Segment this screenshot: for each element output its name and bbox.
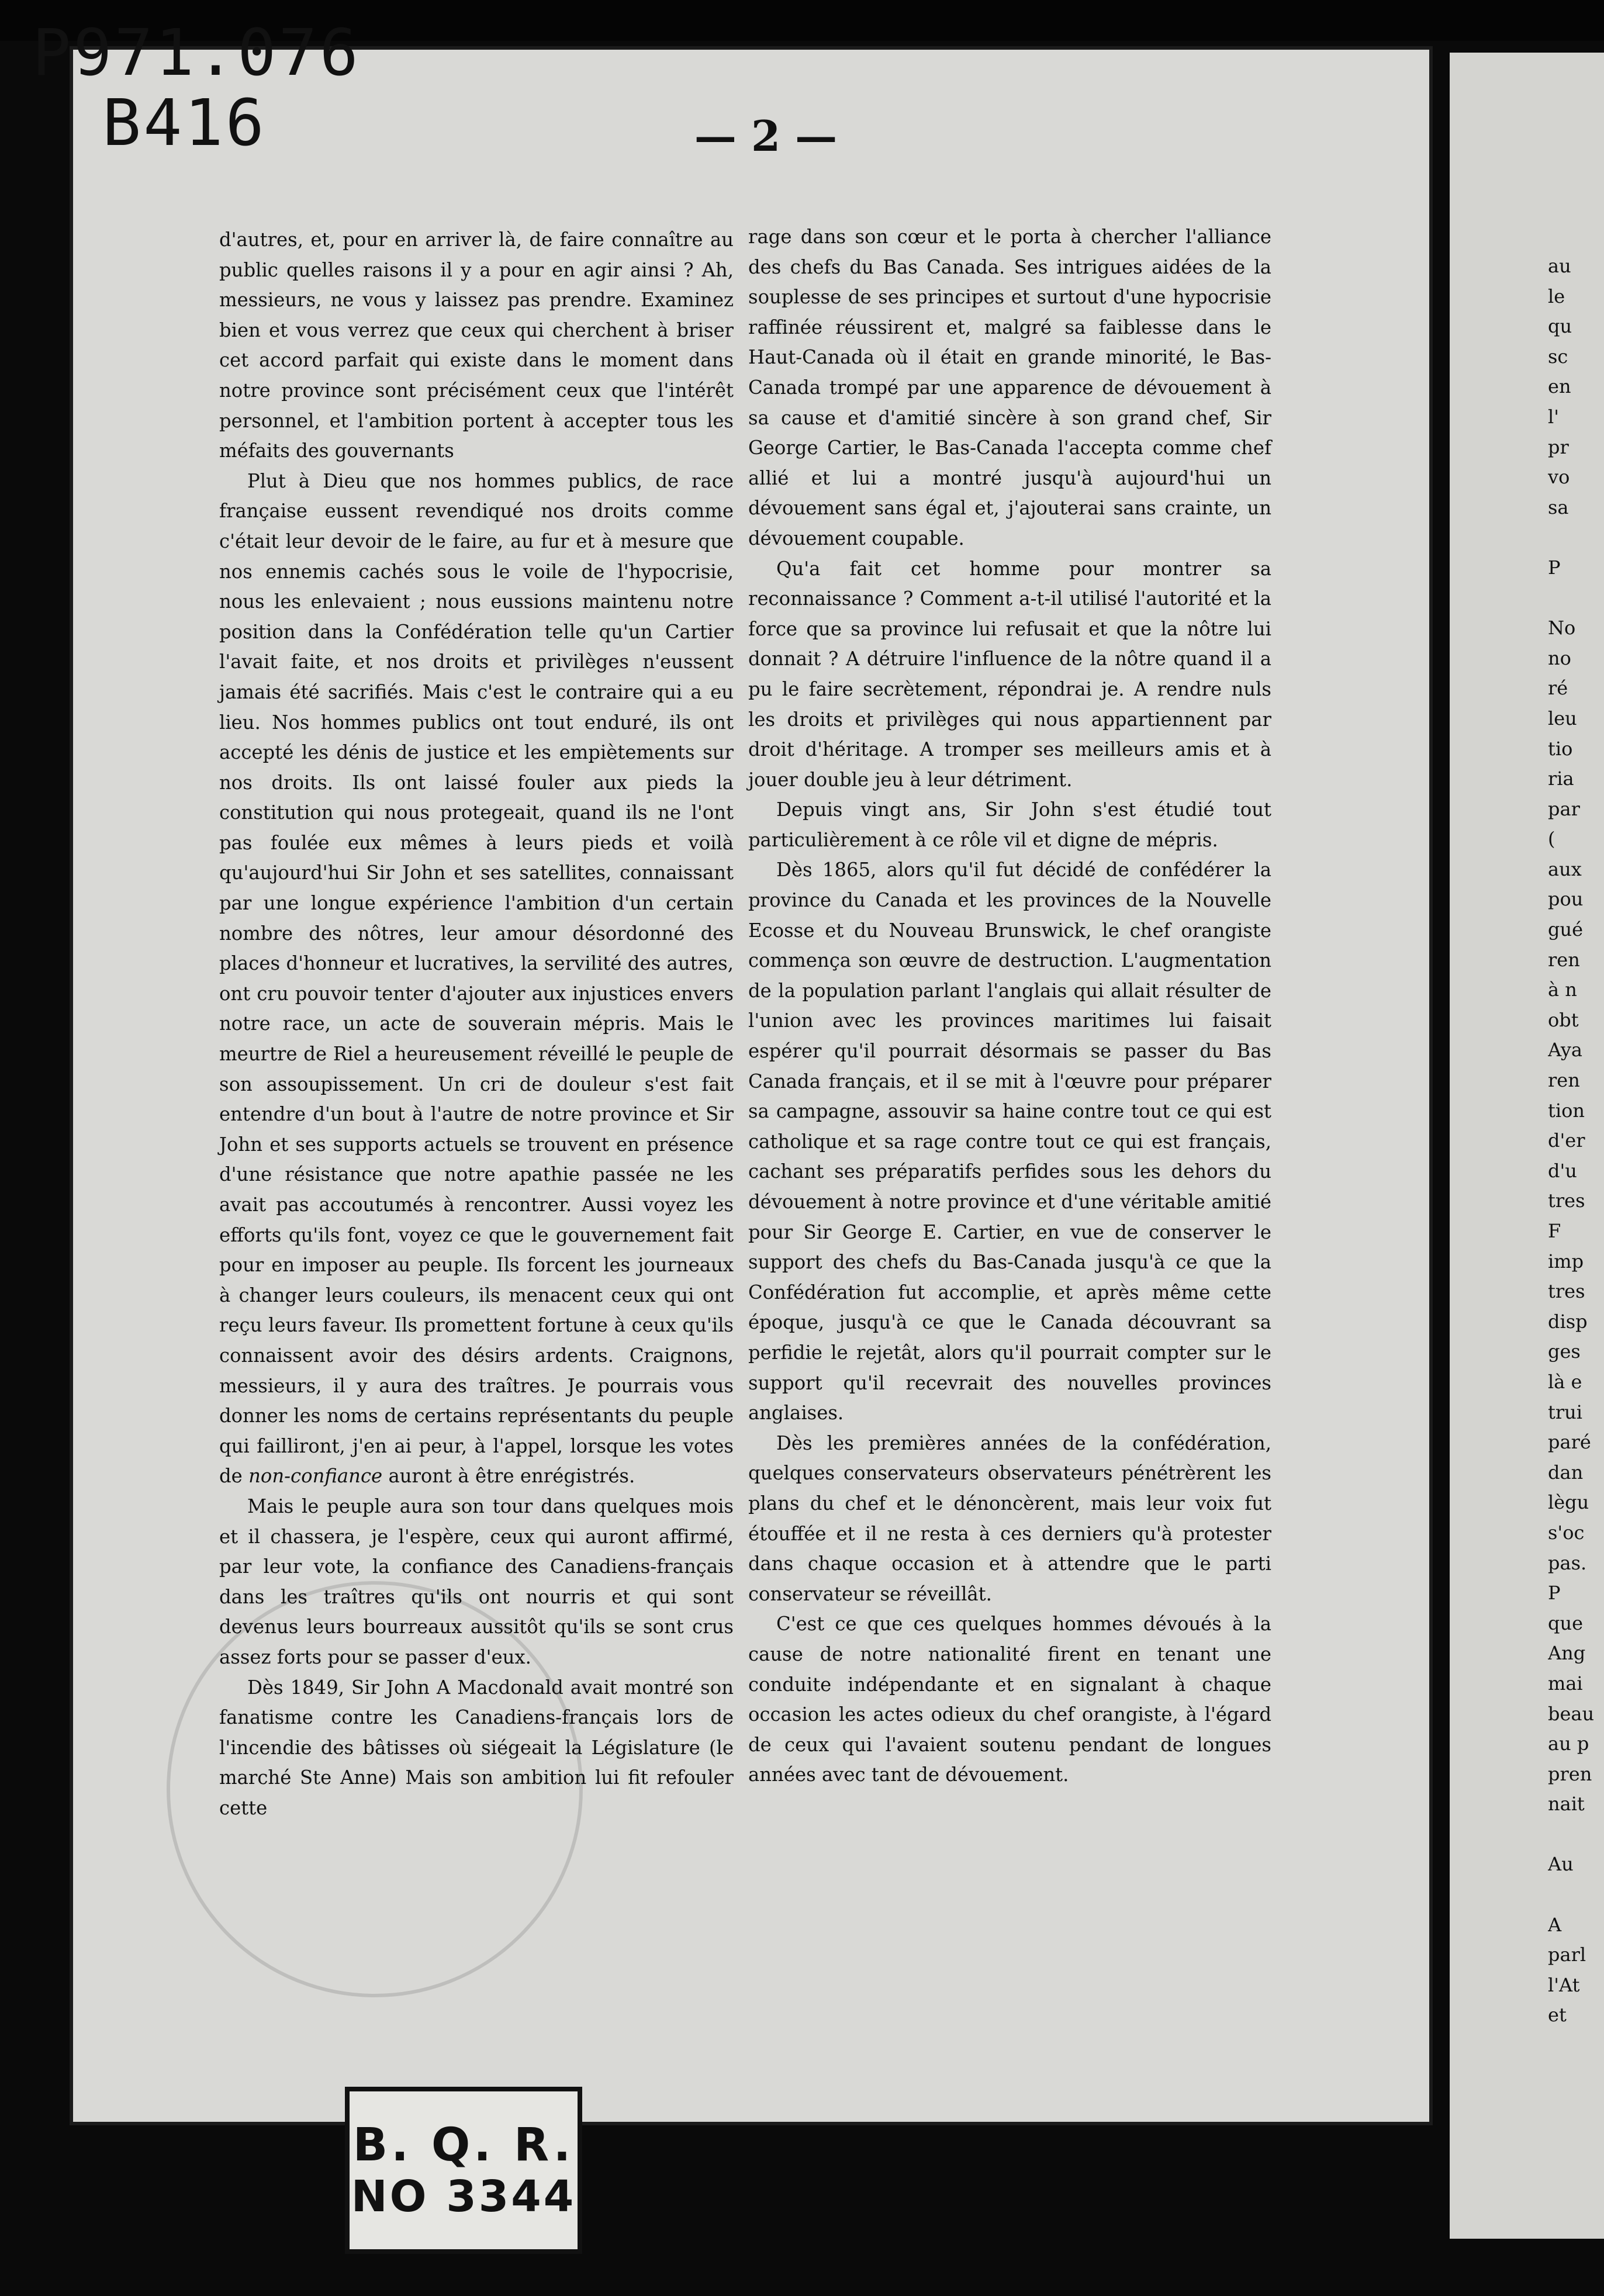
paragraph: Qu'a fait cet homme pour montrer sa reconnaissance ? Comment a-t-il utilisé l'autorité et la force que sa province lui refusait et que la nôtre lui donnait ? A détruire l'influence de la nôtre quand il a pu le faire secrètement, répondrai je. A rendre nuls les droits et privilèges qui nous appartiennent par droit d'héritage. A tromper ses meilleurs amis et à jouer double jeu à leur détriment. [748,557,1271,791]
edge-fragment: tres [1548,1280,1585,1303]
edge-fragment: ria [1548,767,1574,790]
edge-fragment: leu [1548,707,1577,729]
paragraph: Dès les premières années de la confédération, quelques conservateurs observateurs pénétrèrent les plans du chef et le dénoncèrent, mais leur voix fut étouffée et il ne resta à ces derniers qu'à protester dans chaque occasion et à attendre que le parti conservateur se réveillât. [748,1431,1271,1605]
library-stamp [345,2087,582,2254]
edge-fragment: aux [1548,857,1582,880]
edge-fragment: par [1548,797,1580,820]
paragraph: rage dans son cœur et le porta à chercher l'alliance des chefs du Bas Canada. Ses intrigues aidées de la souplesse de ses principes et surtout d'une hypocrisie raffinée réussirent et, malgré sa faiblesse dans le Haut-Canada où il était en grande minorité, le Bas-Canada trompé par une apparence de dévouement à sa cause et d'amitié sincère à son grand chef, Sir George Cartier, le Bas-Canada l'accepta comme chef allié et lui a montré jusqu'à aujourd'hui un dévouement sans égal et, j'ajouterai sans crainte, un dévouement coupable. [748,226,1271,549]
call-number-line1: P971.076 [32,15,361,90]
edge-fragment: disp [1548,1310,1588,1333]
edge-fragment: pr [1548,435,1569,458]
text-column-left [219,225,734,1823]
edge-fragment: au p [1548,1733,1589,1755]
edge-fragment: et [1548,2004,1567,2027]
text-column-middle [748,222,1271,1790]
edge-fragment: qu [1548,315,1572,338]
edge-fragment: s'oc [1548,1521,1585,1544]
edge-fragment: pas. [1548,1551,1587,1574]
italic-term: non-confiance [248,1465,383,1488]
edge-fragment: ges [1548,1340,1581,1363]
edge-fragment: obt [1548,1008,1579,1031]
edge-fragment: d'er [1548,1129,1585,1152]
edge-fragment: en [1548,375,1571,398]
edge-fragment: Aya [1548,1039,1582,1061]
paragraph: Depuis vingt ans, Sir John s'est étudié tout particulièrement à ce rôle vil et digne de mépris. [748,798,1271,851]
edge-fragment: sa [1548,496,1569,518]
edge-fragment [1548,523,1604,553]
edge-fragment: tion [1548,1099,1585,1122]
edge-fragment: P [1548,1582,1561,1605]
edge-fragment: A [1548,1913,1562,1936]
edge-fragment: dan [1548,1461,1584,1484]
edge-fragment: nait [1548,1793,1585,1816]
edge-fragment: à n [1548,978,1577,1001]
edge-fragment: F [1548,1220,1561,1242]
edge-fragment: lègu [1548,1491,1589,1514]
edge-fragment: ( [1548,828,1555,850]
edge-fragment: pren [1548,1762,1592,1785]
edge-fragment: no [1548,646,1571,669]
stamp-line1: B. Q. R. [352,2119,575,2171]
paragraph [219,466,734,1492]
text-column-right-cut [1548,251,1604,2031]
edge-fragment: imp [1548,1250,1584,1273]
paragraph: Mais le peuple aura son tour dans quelques mois et il chassera, je l'espère, ceux qui auront affirmé, par leur vote, la confiance des Canadiens-français dans les traîtres qu'ils ont nourris et qui sont devenus leurs bourreaux aussitôt qu'ils se sont crus assez forts pour se passer d'eux. [219,1495,734,1668]
edge-fragment: Ang [1548,1642,1586,1665]
paragraph: d'autres, et, pour en arriver là, de faire connaître au public quelles raisons il y a pour en agir ainsi ? Ah, messieurs, ne vous y laissez pas prendre. Examinez bien et vous verrez que ceux qui cherchent à briser cet accord parfait qui existe dans le moment dans notre province sont précisément ceux que l'intérêt personnel, et l'ambition portent à accepter tous les méfaits des gouvernants [219,229,734,462]
edge-fragment: tres [1548,1190,1585,1212]
edge-fragment [1548,1880,1604,1910]
edge-fragment: ré [1548,677,1568,700]
handwritten-call-number [32,15,361,160]
edge-fragment [1548,1820,1604,1850]
edge-fragment: ren [1548,1069,1580,1092]
edge-fragment: là e [1548,1370,1582,1393]
edge-fragment: trui [1548,1401,1582,1423]
paragraph: Dès 1865, alors qu'il fut décidé de confédérer la province du Canada et les provinces de la Nouvelle Ecosse et du Nouveau Brunswick, le chef orangiste commença son œuvre de destruction. L'augmentation de la population parlant l'anglais qui allait résulter de l'union avec les provinces maritimes lui faisait espérer qu'il pourrait désormais se passer du Bas Canada français, et il se mit à l'œuvre pour préparer sa campagne, assouvir sa haine contre tout ce qui est catholique et sa rage contre tout ce qui est français, cachant ses préparatifs perfides sous les dehors du dévouement à notre province et d'une véritable amitié pour Sir George E. Cartier, en vue de conserver le support des chefs du Bas-Canada jusqu'à ce que la Confédération fut accomplie, et après même cette époque, jusqu'à ce que le Canada découvrant sa perfidie le rejetât, alors qu'il pourrait compter sur le support qu'il recevrait des nouvelles provinces anglaises. [748,859,1271,1424]
edge-fragment: vo [1548,466,1570,489]
edge-fragment: mai [1548,1672,1583,1695]
page-number: — 2 — [694,111,838,161]
edge-fragment: que [1548,1612,1584,1634]
stamp-line2: NO 3344 [351,2171,576,2222]
edge-fragment: sc [1548,345,1568,368]
edge-fragment: le [1548,285,1565,307]
edge-fragment: Au [1548,1853,1574,1876]
edge-fragment: beau [1548,1702,1595,1725]
edge-fragment: paré [1548,1431,1591,1454]
call-number-line2: B416 [102,85,267,160]
edge-fragment: parl [1548,1944,1586,1966]
edge-fragment: l' [1548,405,1560,428]
edge-fragment: No [1548,617,1576,639]
paragraph: Dès 1849, Sir John A Macdonald avait montré son fanatisme contre les Canadiens-français lors de l'incendie des bâtisses où siégeait la Législature (le marché Ste Anne) Mais son ambition lui fit refouler cette [219,1676,734,1819]
paragraph-tail: auront à être enrégistrés. [382,1465,635,1488]
edge-fragment: tio [1548,737,1573,760]
edge-fragment: au [1548,255,1571,277]
edge-fragment: d'u [1548,1159,1577,1182]
edge-fragment: P [1548,556,1561,579]
paragraph-text: Plut à Dieu que nos hommes publics, de race française eussent revendiqué nos droits comme c'était leur devoir de le faire, au fur et à mesure que nos ennemis cachés sous le voile de l'hypocrisie, nous les enlevaient ; nous eussions maintenu notre position dans la Confédération telle qu'un Cartier l'avait faite, et nos droits et privilèges n'eussent jamais été sacrifiés. Mais c'est le contraire qui a eu lieu. Nos hommes publics ont tout enduré, ils ont accepté les dénis de justice et les empiètements sur nos droits. Ils ont laissé fouler aux pieds la constitution qui nous protegeait, quand ils ne l'ont pas foulée eux mêmes à leurs pieds et voilà qu'aujourd'hui Sir John et ses satellites, connaissant par une longue expérience l'ambition d'un certain nombre des nôtres, leur amour désordonné des places d'honneur et lucratives, la servilité des autres, ont cru pouvoir tenter d'ajouter aux injustices envers notre race, un acte de souverain mépris. Mais le meurtre de Riel a heureusement réveillé le peuple de son assoupissement. Un cri de douleur s'est fait entendre d'un bout à l'autre de notre province et Sir John et ses supports actuels se trouvent en présence d'une résistance que notre apathie passée ne les avait pas accoutumés à rencontrer. Aussi voyez les efforts qu'ils font, voyez ce que le gouvernement fait pour en imposer au peuple. Ils forcent les journeaux à changer leurs couleurs, ils menacent ceux qui ont reçu leurs faveur. Ils promettent fortune à ceux qu'ils connaissent avoir des désirs ardents. Craignons, messieurs, il y aura des traîtres. Je pourrais vous donner les noms de certains représentants du peuple qui failliront, j'en ai peur, à l'appel, lorsque les votes de [219,469,734,1488]
paragraph: C'est ce que ces quelques hommes dévoués à la cause de notre nationalité firent en tenant une conduite indépendante et en signalant à chaque occasion les actes odieux du chef orangiste, à l'égard de ceux qui l'avaient soutenu pendant de longues années avec tant de dévouement. [748,1613,1271,1786]
edge-fragment: l'At [1548,1973,1580,1996]
edge-fragment: pou [1548,888,1584,911]
edge-fragment: gué [1548,918,1584,941]
edge-fragment [1548,583,1604,614]
edge-fragment: ren [1548,948,1580,971]
